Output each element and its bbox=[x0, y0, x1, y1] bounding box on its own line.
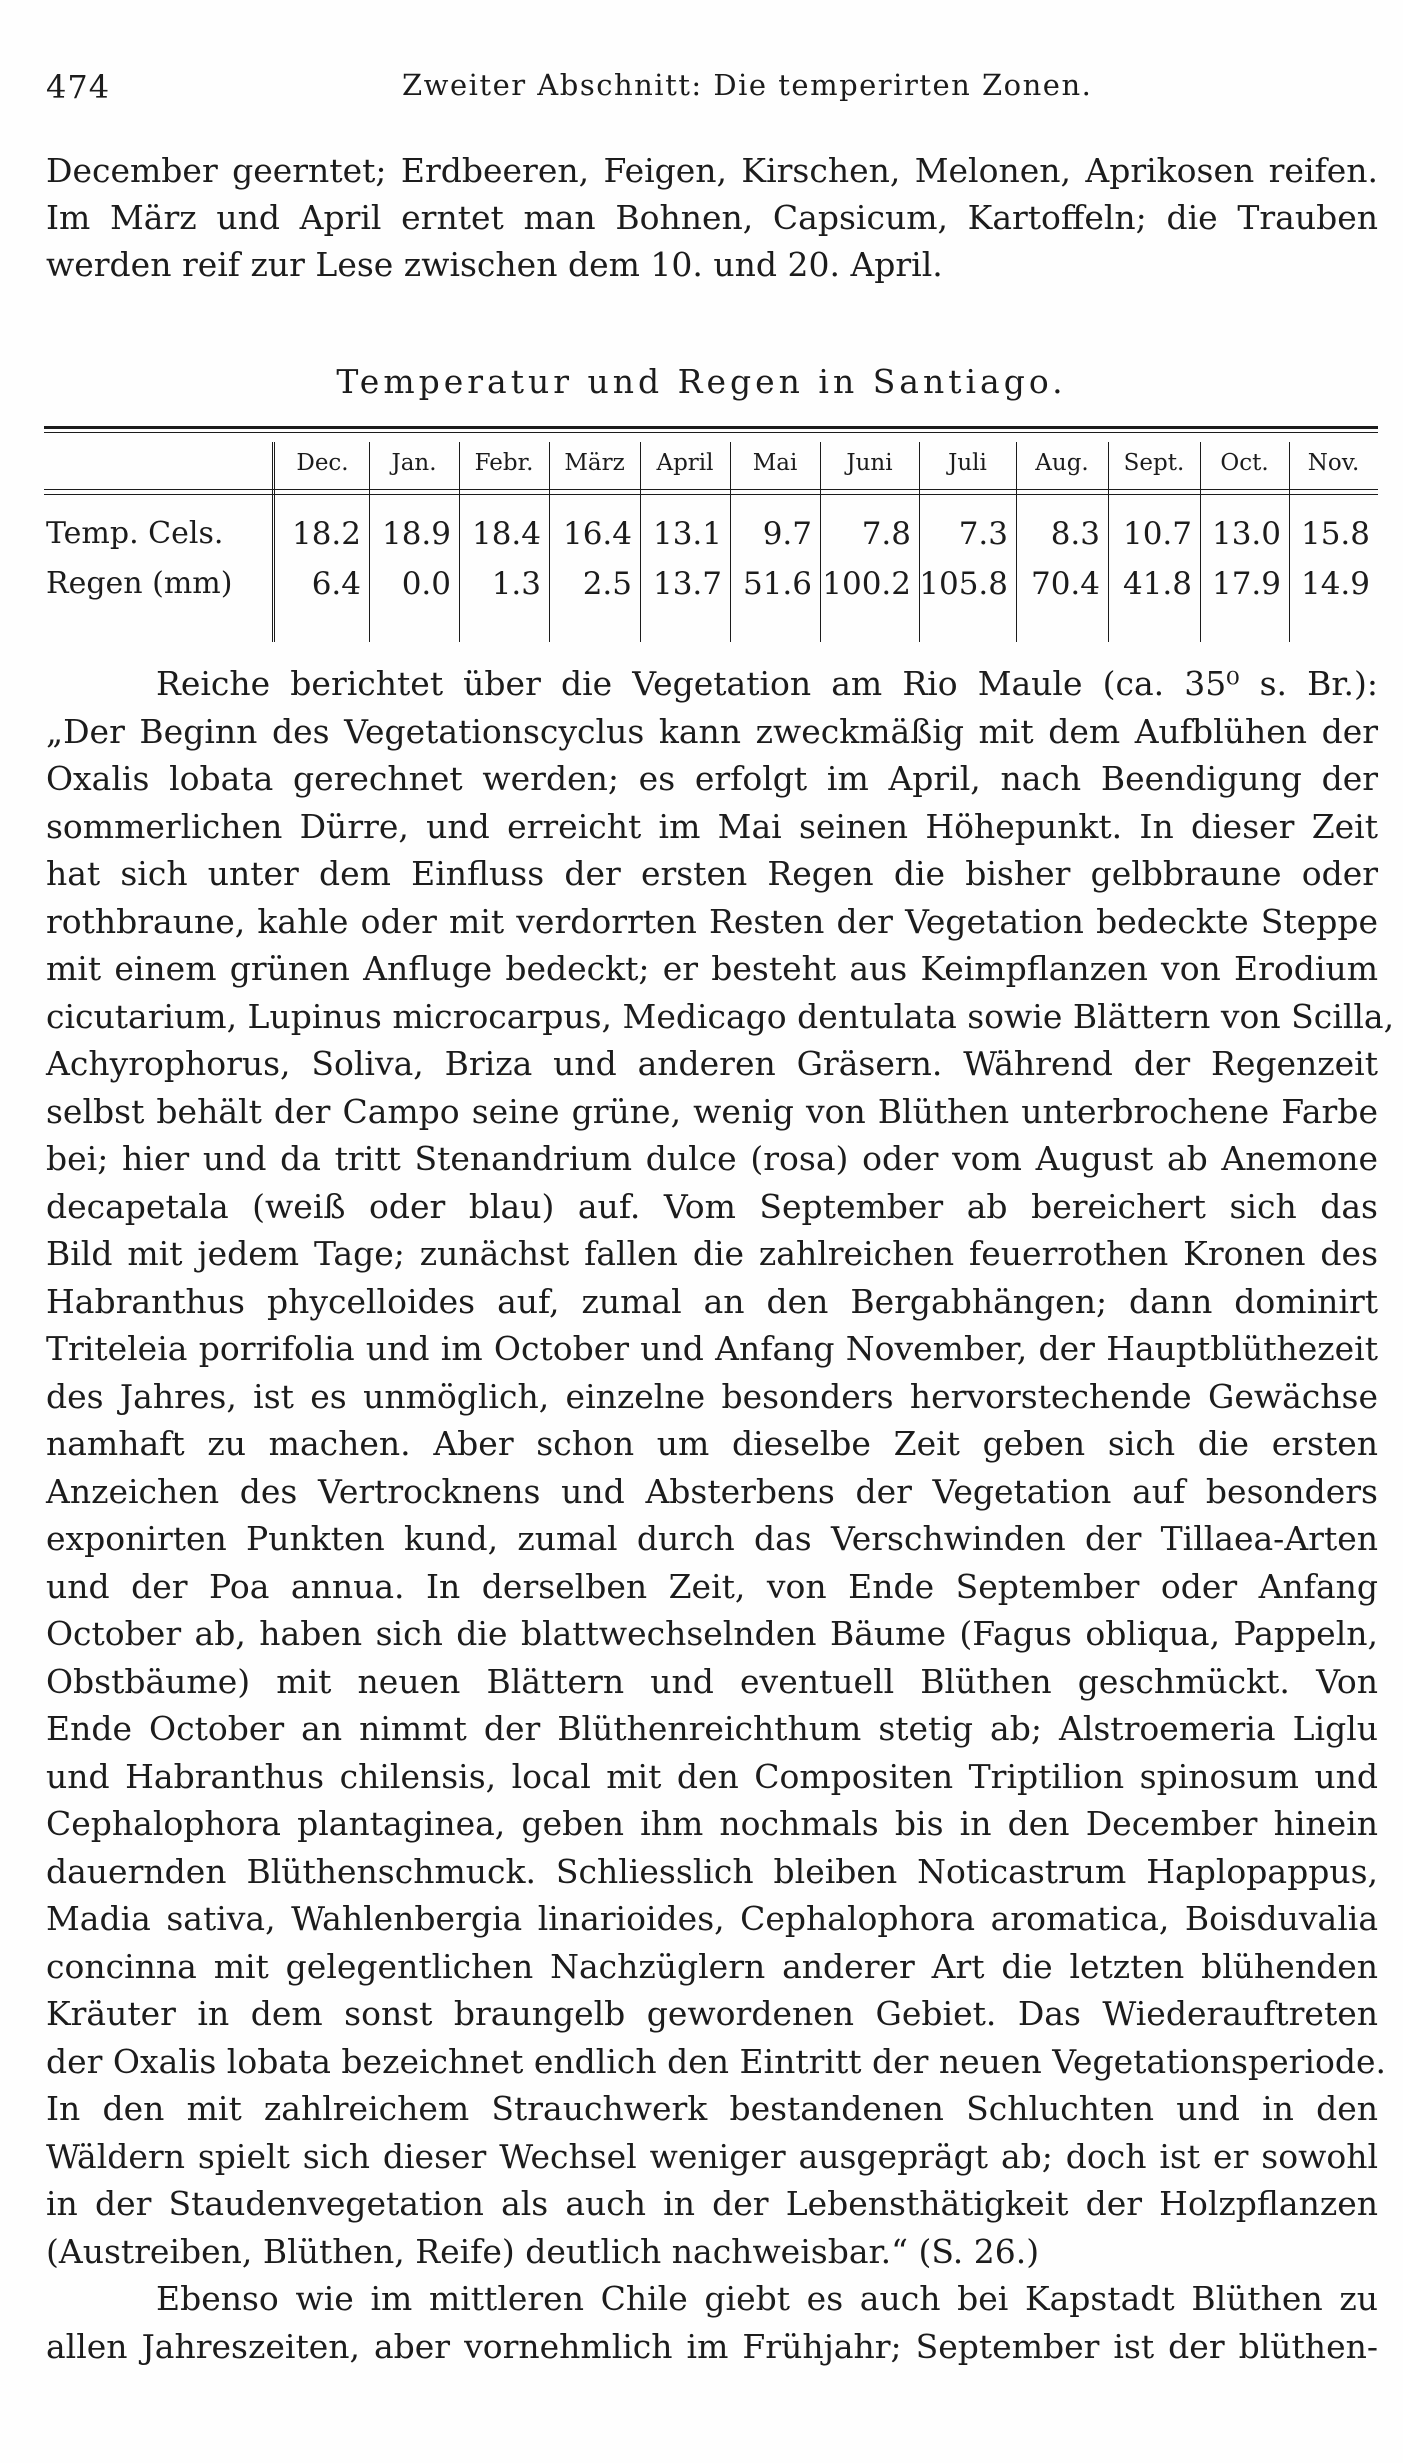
text-line: In den mit zahlreichem Strauchwerk bestandenen Schluchten und in den bbox=[46, 2089, 1378, 2128]
text-line: „Der Beginn des Vegetationscyclus kann zweckmäßig mit dem Aufblühen der bbox=[46, 711, 1378, 751]
col-header-dec: Dec. bbox=[296, 450, 349, 476]
table-cell: 7.3 bbox=[958, 516, 1008, 552]
table-cell: 13.0 bbox=[1211, 516, 1281, 552]
text-line: Madia sativa, Wahlenbergia linarioides, Cephalophora aromatica, Boisduvalia bbox=[46, 1899, 1378, 1938]
table-cell: 9.7 bbox=[762, 516, 812, 552]
text-line: mit einem grünen Anfluge bedeckt; er besteht aus Keimpflanzen von Erodium bbox=[46, 949, 1378, 988]
text-line: Reiche berichtet über die Vegetation am Rio Maule (ca. 35⁰ s. Br.): bbox=[156, 664, 1378, 703]
table-cell: 15.8 bbox=[1300, 516, 1370, 552]
text-line: Ende October an nimmt der Blüthenreichthum stetig ab; Alstroemeria Liglu bbox=[46, 1709, 1378, 1748]
text-line: Anzeichen des Vertrocknens und Absterbens der Vegetation auf besonders bbox=[46, 1471, 1378, 1511]
col-header-jan: Jan. bbox=[391, 450, 437, 476]
text-line: Triteleia porrifolia und im October und Anfang November, der Hauptblüthezeit bbox=[46, 1329, 1378, 1368]
col-header-aug: Aug. bbox=[1035, 450, 1089, 476]
text-line: decapetala (weiß oder blau) auf. Vom September ab bereichert sich das bbox=[46, 1186, 1378, 1226]
table-cell: 8.3 bbox=[1050, 516, 1100, 552]
table-title: Temperatur und Regen in Santiago. bbox=[336, 362, 1067, 401]
text-line: Bild mit jedem Tage; zunächst fallen die zahlreichen feuerrothen Kronen des bbox=[46, 1234, 1378, 1273]
table-cell: 18.2 bbox=[291, 516, 361, 552]
text-line: und der Poa annua. In derselben Zeit, von Ende September oder Anfang bbox=[46, 1566, 1378, 1606]
table-rule-header-thin bbox=[44, 494, 1378, 495]
table-cell: 13.7 bbox=[652, 566, 722, 602]
text-line: October ab, haben sich die blattwechselnden Bäume (Fagus obliqua, Pappeln, bbox=[46, 1614, 1378, 1653]
table-cell: 10.7 bbox=[1122, 516, 1192, 552]
table-cell: 0.0 bbox=[401, 566, 451, 602]
text-line: Obstbäume) mit neuen Blättern und eventuell Blüthen geschmückt. Von bbox=[46, 1661, 1378, 1701]
text-line: Oxalis lobata gerechnet werden; es erfolgt im April, nach Beendigung der bbox=[46, 759, 1378, 798]
col-header-febr: Febr. bbox=[474, 450, 534, 476]
text-line: in der Staudenvegetation als auch in der Lebensthätigkeit der Holzpflanzen bbox=[46, 2184, 1378, 2223]
table-cell: 14.9 bbox=[1300, 566, 1370, 602]
text-line: Cephalophora plantaginea, geben ihm nochmals bis in den December hinein bbox=[46, 1804, 1378, 1843]
text-line: Wäldern spielt sich dieser Wechsel weniger ausgeprägt ab; doch ist er sowohl bbox=[46, 2136, 1378, 2176]
col-header-nov: Nov. bbox=[1307, 450, 1360, 476]
text-line: Achyrophorus, Soliva, Briza und anderen Gräsern. Während der Regenzeit bbox=[46, 1044, 1378, 1083]
text-line: Ebenso wie im mittleren Chile giebt es auch bei Kapstadt Blüthen zu bbox=[156, 2279, 1378, 2318]
text-line: allen Jahreszeiten, aber vornehmlich im Frühjahr; September ist der blüthen- bbox=[46, 2326, 1378, 2366]
text-line: Im März und April erntet man Bohnen, Capsicum, Kartoffeln; die Trauben bbox=[46, 198, 1378, 237]
table-cell: 16.4 bbox=[562, 516, 632, 552]
col-header-sept: Sept. bbox=[1123, 450, 1185, 476]
table-cell: 18.4 bbox=[471, 516, 541, 552]
table-cell: 1.3 bbox=[491, 566, 541, 602]
table-rule-top-thin bbox=[44, 432, 1378, 433]
text-line: und Habranthus chilensis, local mit den Compositen Triptilion spinosum und bbox=[46, 1756, 1378, 1796]
text-line: der Oxalis lobata bezeichnet endlich den Eintritt der neuen Vegetationsperiode. bbox=[46, 2041, 1386, 2081]
col-header-oct: Oct. bbox=[1220, 450, 1269, 476]
text-line: dauernden Blüthenschmuck. Schliesslich bleiben Noticastrum Haplopappus, bbox=[46, 1851, 1378, 1891]
text-line: concinna mit gelegentlichen Nachzüglern anderer Art die letzten blühenden bbox=[46, 1946, 1378, 1986]
row-label-temp: Temp. Cels. bbox=[46, 516, 224, 551]
table-cell: 51.6 bbox=[742, 566, 812, 602]
text-line: des Jahres, ist es unmöglich, einzelne besonders hervorstechende Gewächse bbox=[46, 1376, 1378, 1416]
text-line: (Austreiben, Blüthen, Reife) deutlich nachweisbar.“ (S. 26.) bbox=[46, 2231, 1040, 2271]
table-cell: 105.8 bbox=[919, 566, 1008, 602]
text-line: werden reif zur Lese zwischen dem 10. und 20. April. bbox=[46, 245, 943, 284]
text-line: selbst behält der Campo seine grüne, wenig von Blüthen unterbrochene Farbe bbox=[46, 1091, 1378, 1131]
text-line: exponirten Punkten kund, zumal durch das Verschwinden der Tillaea-Arten bbox=[46, 1519, 1378, 1558]
table-cell: 6.4 bbox=[311, 566, 361, 602]
table-cell: 2.5 bbox=[582, 566, 632, 602]
col-header-juli: Juli bbox=[948, 450, 987, 476]
text-line: hat sich unter dem Einfluss der ersten Regen die bisher gelbbraune oder bbox=[46, 854, 1378, 893]
text-line: cicutarium, Lupinus microcarpus, Medicago dentulata sowie Blättern von Scilla, bbox=[46, 996, 1395, 1036]
page-number: 474 bbox=[46, 68, 111, 106]
table-cell: 7.8 bbox=[861, 516, 911, 552]
running-head: Zweiter Abschnitt: Die temperirten Zonen. bbox=[402, 68, 1093, 102]
intro-paragraph bbox=[46, 147, 1378, 288]
table-cell: 13.1 bbox=[652, 516, 722, 552]
text-line: Habranthus phycelloides auf, zumal an den Bergabhängen; dann dominirt bbox=[46, 1281, 1378, 1321]
col-header-mai: Mai bbox=[752, 450, 798, 476]
table-cell: 41.8 bbox=[1122, 566, 1192, 602]
table-cell: 18.9 bbox=[381, 516, 451, 552]
table-rule-top bbox=[44, 426, 1378, 429]
text-line: bei; hier und da tritt Stenandrium dulce (rosa) oder vom August ab Anemone bbox=[46, 1139, 1378, 1178]
table-cell: 70.4 bbox=[1030, 566, 1100, 602]
text-line: Kräuter in dem sonst braungelb gewordenen Gebiet. Das Wiederauftreten bbox=[46, 1994, 1378, 2033]
text-line: sommerlichen Dürre, und erreicht im Mai seinen Höhepunkt. In dieser Zeit bbox=[46, 806, 1378, 846]
table-cell: 17.9 bbox=[1211, 566, 1281, 602]
col-header-april: April bbox=[656, 450, 714, 476]
col-header-maerz: März bbox=[564, 450, 625, 476]
text-line: December geerntet; Erdbeeren, Feigen, Kirschen, Melonen, Aprikosen reifen. bbox=[46, 151, 1378, 190]
text-line: rothbraune, kahle oder mit verdorrten Resten der Vegetation bedeckte Steppe bbox=[46, 901, 1378, 941]
row-label-regen: Regen (mm) bbox=[46, 566, 233, 601]
col-header-juni: Juni bbox=[846, 450, 893, 476]
table-rule-header bbox=[44, 489, 1378, 490]
table-cell: 100.2 bbox=[822, 566, 911, 602]
page-header bbox=[46, 68, 1376, 118]
text-line: namhaft zu machen. Aber schon um dieselbe Zeit geben sich die ersten bbox=[46, 1424, 1378, 1463]
body-text bbox=[46, 660, 1395, 2370]
